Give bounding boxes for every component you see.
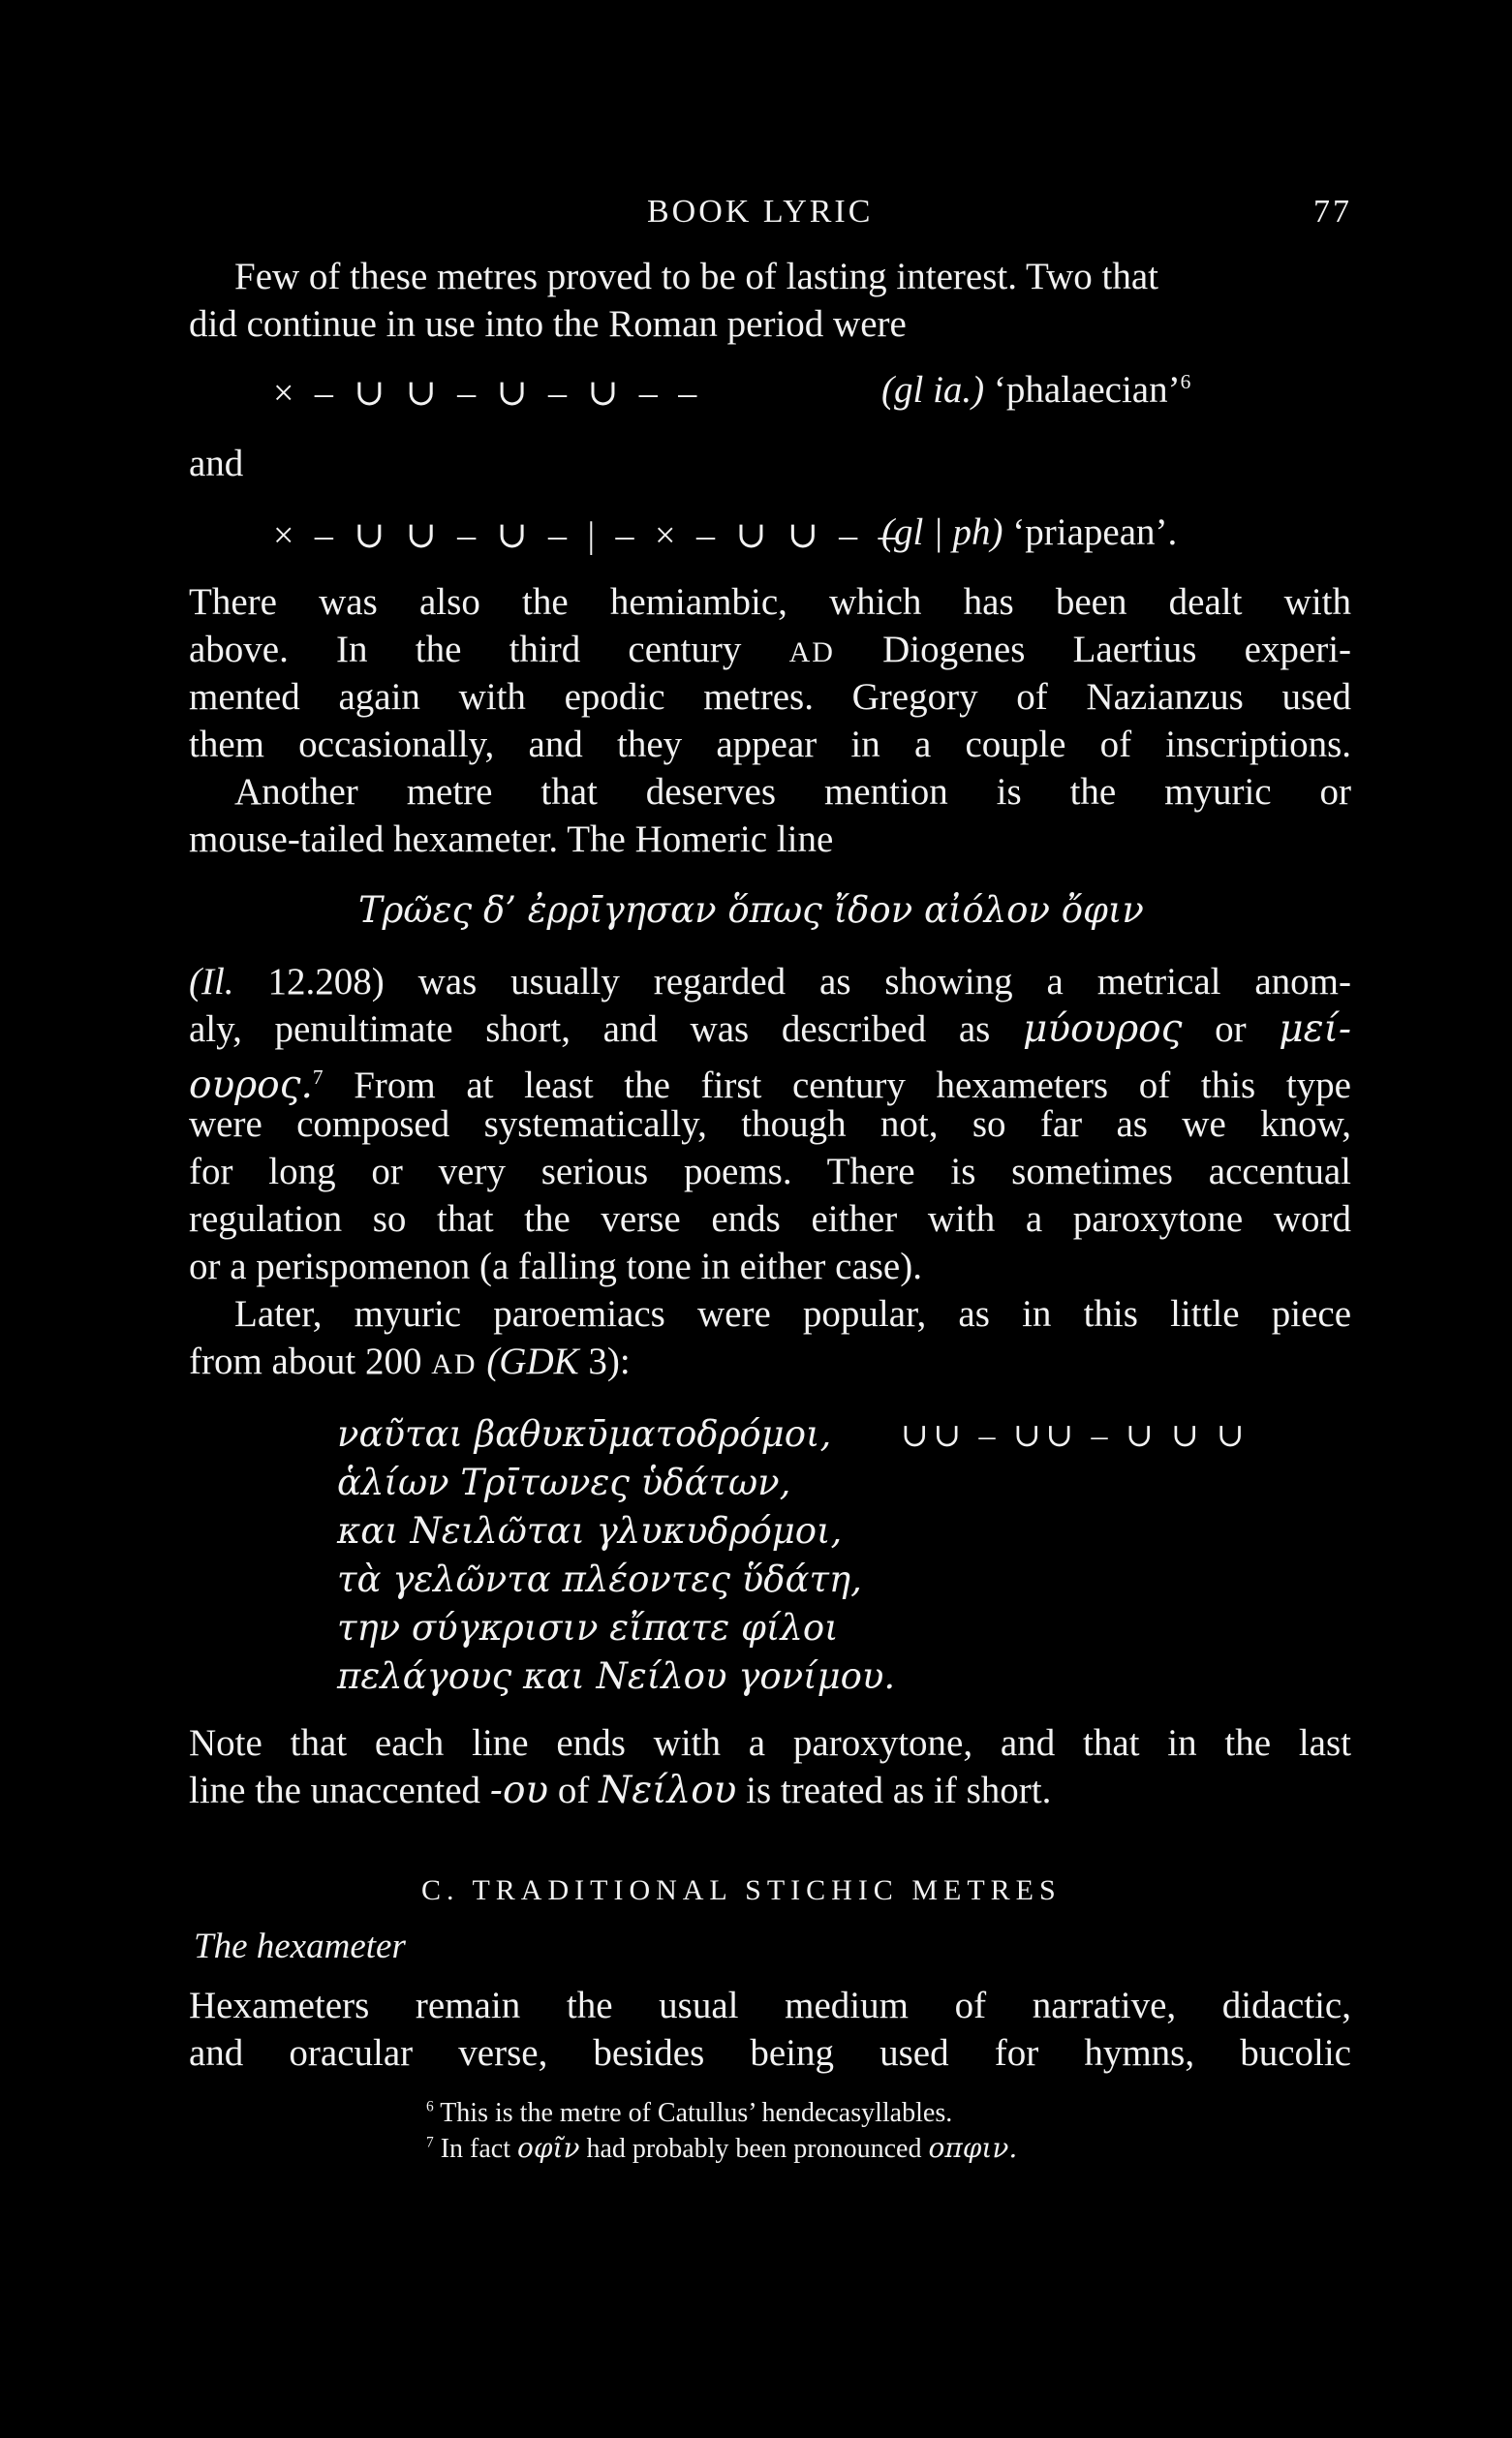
- poem-line: πελάγους και Νείλου γονίμου.: [337, 1655, 896, 1697]
- footnote-6: [426, 2098, 952, 2129]
- para3-line4: were composed systematically, though not, so far as we know,: [189, 1103, 1351, 1145]
- para3-line5: for long or very serious poems. There is sometimes accentual: [189, 1151, 1351, 1192]
- priapean-notation: (gl | ph): [881, 511, 1003, 553]
- greek-ophin: οφῖν: [517, 2132, 580, 2164]
- priapean-scheme: × – ∪ ∪ – ∪ – | – × – ∪ ∪ – –: [273, 515, 903, 556]
- para6-line2: and oracular verse, besides being used for hymns, bucolic: [189, 2032, 1351, 2074]
- homeric-line: Τρῶες δ’ ἐρρῑγησαν ὅπως ἴδον αἰόλον ὄφιν: [358, 889, 1144, 931]
- para5-line1: Note that each line ends with a paroxytone, and that in the last: [189, 1722, 1351, 1764]
- para3-line2-a: aly, penultimate short, and was described as: [189, 1008, 991, 1050]
- greek-ou: -ου: [489, 1769, 549, 1812]
- iliad-ref: (Il.: [189, 961, 234, 1003]
- and-connector: and: [189, 443, 244, 484]
- para2-line6: mouse-tailed hexameter. The Homeric line: [189, 818, 834, 860]
- para5-line2: [189, 1768, 1351, 1814]
- footnote-ref-7: 7: [312, 1065, 324, 1089]
- para3-line7: or a perispomenon (a falling tone in either case).: [189, 1246, 922, 1287]
- page-number: 77: [1313, 194, 1352, 230]
- phalaecian-name: ‘phalaecian’: [993, 369, 1181, 411]
- paroemiac-scheme: ∪∪ – ∪∪ – ∪ ∪ ∪: [901, 1418, 1250, 1454]
- para3-line1: [189, 959, 1351, 1005]
- greek-neilou: Νείλου: [599, 1769, 737, 1812]
- para3-line1-rest: 12.208) was usually regarded as showing a metrical anom-: [267, 961, 1351, 1003]
- poem-line: ναῦται βαθυκῡματοδρόμοι,: [337, 1413, 832, 1455]
- poem-line: και Νειλῶται γλυκυδρόμοι,: [337, 1510, 843, 1552]
- para1-line2: did continue in use into the Roman period were: [189, 303, 907, 345]
- ad-abbrev: AD: [431, 1348, 478, 1380]
- footnote-7-text-b: had probably been pronounced: [586, 2134, 922, 2164]
- para2-line2-b: Diogenes Laertius experi-: [882, 629, 1352, 670]
- para2-line1: There was also the hemiambic, which has been dealt with: [189, 581, 1351, 623]
- para4-line2: [189, 1339, 1351, 1388]
- footnote-7-text-a: In fact: [440, 2134, 510, 2164]
- para4-line2-end: 3):: [588, 1341, 631, 1382]
- para3-line3-rest: From at least the first century hexameters of this type: [354, 1065, 1351, 1106]
- para4-line2-a: from about 200: [189, 1341, 422, 1382]
- section-subtitle: The hexameter: [194, 1927, 406, 1966]
- para2-line2: [189, 627, 1351, 676]
- para2-line4: them occasionally, and they appear in a couple of inscriptions.: [189, 724, 1351, 765]
- para2-line3: mented again with epodic metres. Gregory of Nazianzus used: [189, 676, 1351, 718]
- para6-line1: Hexameters remain the usual medium of narrative, didactic,: [189, 1985, 1351, 2026]
- para1-line1: Few of these metres proved to be of lasting interest. Two that: [234, 256, 1158, 297]
- para5-of: of: [557, 1770, 590, 1811]
- priapean-label: [881, 510, 1177, 554]
- greek-meiouros-end: ουρος.: [189, 1064, 313, 1107]
- running-title: BOOK LYRIC: [647, 194, 874, 230]
- phalaecian-label: [881, 368, 1190, 412]
- phalaecian-notation: (gl ia.): [881, 369, 985, 411]
- para2-line5: Another metre that deserves mention is the myuric or: [234, 771, 1351, 813]
- ad-abbrev: AD: [788, 636, 835, 668]
- poem-line: την σύγκρισιν εἴπατε φίλοι: [337, 1607, 839, 1649]
- phalaecian-scheme: × – ∪ ∪ – ∪ – ∪ – –: [273, 373, 703, 414]
- footnote-6-number: 6: [426, 2098, 434, 2115]
- gdk-ref: (GDK: [486, 1341, 579, 1382]
- para3-or: or: [1215, 1008, 1247, 1050]
- para3-line2: [189, 1006, 1351, 1053]
- poem-line: τὰ γελῶντα πλέοντες ὕδάτη,: [337, 1558, 862, 1600]
- para5-line2-end: is treated as if short.: [746, 1770, 1052, 1811]
- footnote-6-text: This is the metre of Catullus’ hendecasyllables.: [440, 2098, 953, 2128]
- section-title: C. TRADITIONAL STICHIC METRES: [421, 1874, 1062, 1906]
- para2-line2-a: above. In the third century: [189, 629, 742, 670]
- greek-myouros: μύουρος: [1023, 1007, 1183, 1051]
- greek-meiouros-start: μεί-: [1279, 1007, 1352, 1051]
- para4-line1: Later, myuric paroemiacs were popular, as in this little piece: [234, 1293, 1351, 1335]
- footnote-7-number: 7: [426, 2134, 434, 2151]
- para5-line2-a: line the unaccented: [189, 1770, 481, 1811]
- poem-line: ἁλίων Τρῑτωνες ὑδάτων,: [337, 1462, 791, 1503]
- priapean-name: ‘priapean’.: [1012, 511, 1178, 553]
- footnote-ref-6: 6: [1180, 370, 1191, 393]
- footnote-7: [426, 2132, 1017, 2165]
- greek-opphin: οπφιν.: [928, 2132, 1018, 2164]
- para3-line6: regulation so that the verse ends either with a paroxytone word: [189, 1198, 1351, 1240]
